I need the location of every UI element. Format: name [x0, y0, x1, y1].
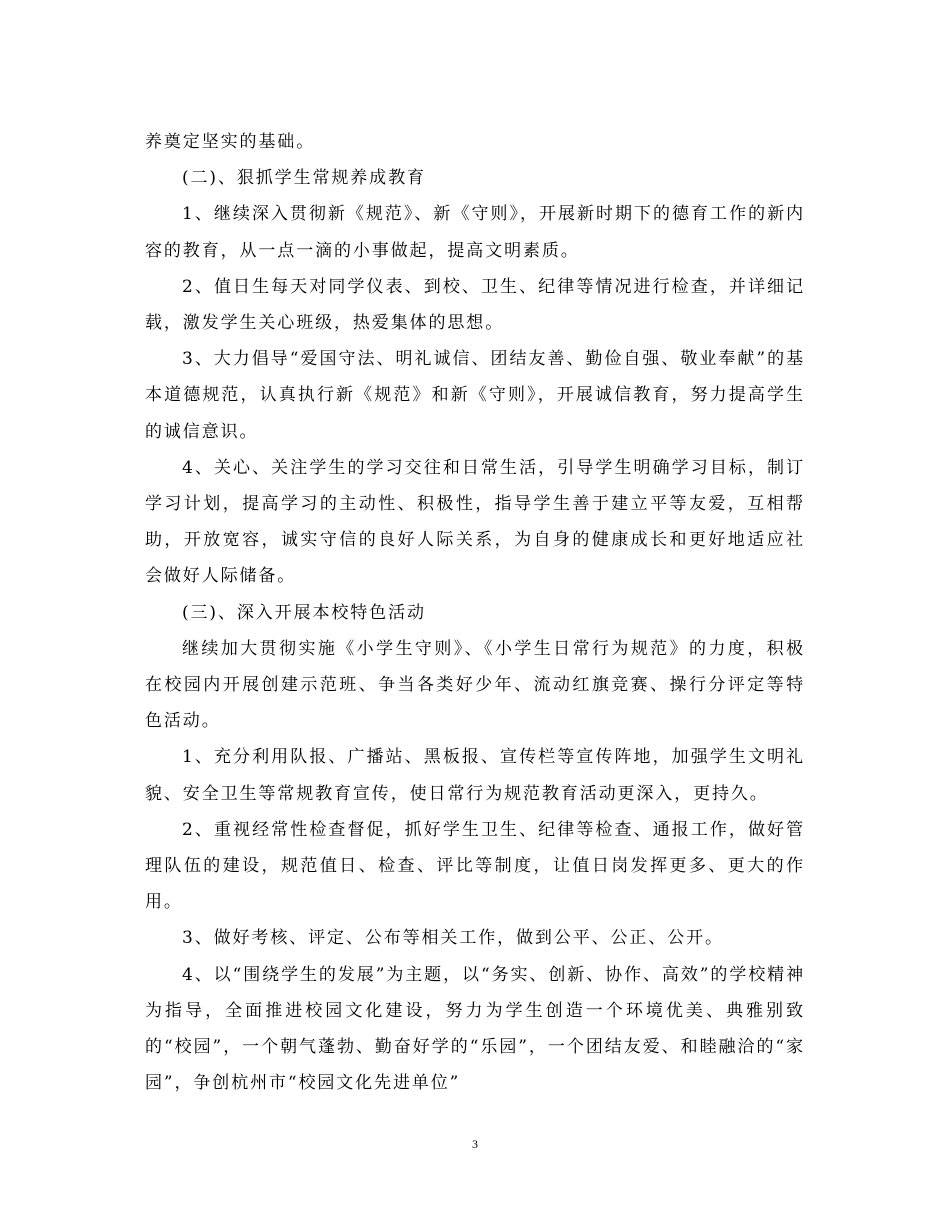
page-body	[145, 124, 805, 1101]
page-number: 3	[472, 1137, 478, 1151]
section-heading-2: (二)、狠抓学生常规养成教育	[182, 168, 426, 189]
paragraph-continuation: 养奠定坚实的基础。	[145, 132, 316, 152]
paragraph: 3、做好考核、评定、公布等相关工作，做到公平、公正、公开。	[182, 928, 724, 949]
paragraph: 2、重视经常性检查督促，抓好学生卫生、纪律等检查、通报工作，做好管理队伍的建设，规范值日、检查、评比等制度，让值日岗发挥更多、更大的作用。	[145, 819, 805, 913]
paragraph: 1、继续深入贯彻新《规范》、新《守则》，开展新时期下的德育工作的新内容的教育，从一点一滴的小事做起，提高文明素质。	[145, 204, 805, 261]
paragraph: 4、以“围绕学生的发展”为主题，以“务实、创新、协作、高效”的学校精神为指导，全面推进校园文化建设，努力为学生创造一个环境优美、典雅别致的“校园”，一个朝气蓬勃、勤奋好学的“乐园”，一个团结友爱、和睦融洽的“家园”，争创杭州市“校园文化先进单位”	[145, 964, 805, 1094]
paragraph: 1、充分利用队报、广播站、黑板报、宣传栏等宣传阵地，加强学生文明礼貌、安全卫生等常规教育宣传，使日常行为规范教育活动更深入，更持久。	[145, 747, 805, 804]
paragraph: 3、大力倡导“爱国守法、明礼诚信、团结友善、勤俭自强、敬业奉献”的基本道德规范，认真执行新《规范》和新《守则》，开展诚信教育，努力提高学生的诚信意识。	[145, 349, 805, 442]
paragraph: 2、值日生每天对同学仪表、到校、卫生、纪律等情况进行检查，并详细记载，激发学生关心班级，热爱集体的思想。	[145, 276, 805, 334]
paragraph: 4、关心、关注学生的学习交往和日常生活，引导学生明确学习目标，制订学习计划，提高学习的主动性、积极性，指导学生善于建立平等友爱，互相帮助，开放宽容，诚实守信的良好人际关系，为自身的健康成长和更好地适应社会做好人际储备。	[145, 457, 805, 587]
section-heading-3: (三)、深入开展本校特色活动	[182, 602, 426, 623]
paragraph: 继续加大贯彻实施《小学生守则》、《小学生日常行为规范》的力度，积极在校园内开展创建示范班、争当各类好少年、流动红旗竞赛、操行分评定等特色活动。	[145, 638, 805, 732]
